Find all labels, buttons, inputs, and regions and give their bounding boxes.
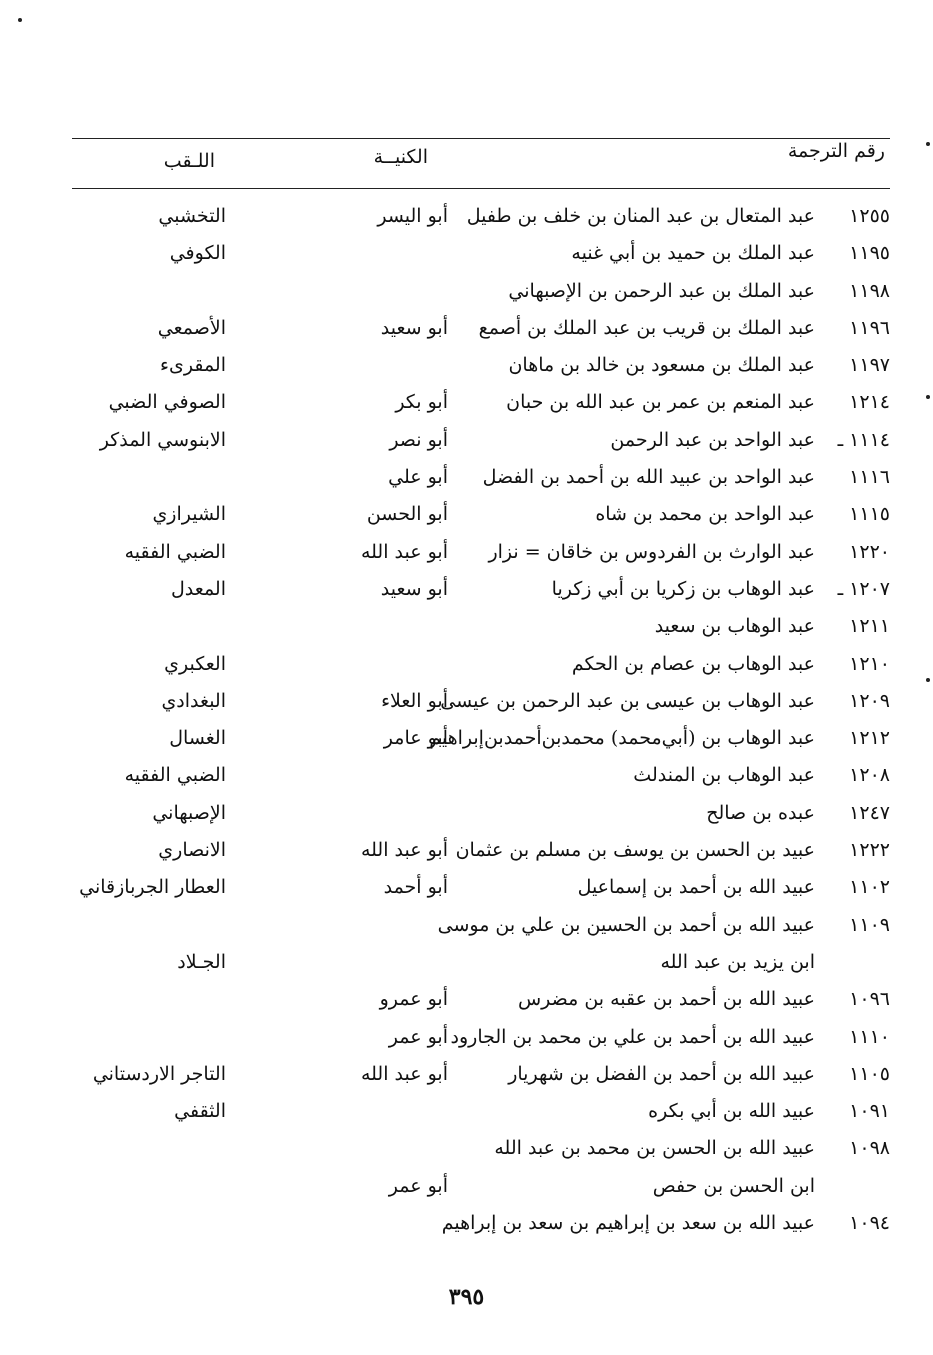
entry-name: عبد الملك بن حميد بن أبي غنيه — [571, 242, 815, 265]
entry-name: عبيد الله بن سعد بن إبراهيم بن سعد بن إبراهيم — [441, 1212, 815, 1235]
entry-row — [0, 764, 933, 801]
entry-number: ١٢٢٠ — [849, 540, 890, 563]
entry-laqab: الثقفي — [174, 1100, 226, 1123]
entry-kunya: أبو عمرو — [379, 988, 448, 1011]
entry-number: ١٢٢٢ — [849, 839, 890, 862]
entry-row — [0, 317, 933, 354]
entry-row — [0, 205, 933, 242]
entry-name: ابن الحسن بن حفص — [652, 1174, 815, 1197]
margin-mark — [926, 142, 930, 146]
entry-number: ١٠٩٦ — [849, 988, 890, 1011]
entry-row — [0, 839, 933, 876]
entry-laqab: الجـلاد — [177, 950, 226, 973]
entry-kunya: أبو اليسر — [377, 205, 448, 227]
entry-row — [0, 466, 933, 503]
entry-row — [0, 802, 933, 839]
entry-number: ١١٠٢ — [849, 876, 890, 899]
entry-number: ١١١٥ — [849, 503, 890, 526]
header-number-label: رقم الترجمة — [787, 140, 885, 162]
entry-number: ١٠٩١ — [849, 1100, 890, 1123]
entry-number: ١٢٠٧ ـ — [837, 577, 890, 600]
entry-row — [0, 1063, 933, 1100]
header-laqab-label: اللـقب — [163, 150, 215, 172]
entry-row — [0, 242, 933, 279]
entry-number: ١١١٤ ـ — [837, 428, 890, 451]
entry-name: عبد الواحد بن عبد الرحمن — [610, 428, 815, 451]
entry-row — [0, 578, 933, 615]
entry-name: عبيد بن الحسن بن يوسف بن مسلم بن عثمان — [455, 839, 815, 862]
entry-number: ١٢٠٨ — [849, 764, 890, 787]
entry-number: ١١٠٩ — [849, 913, 890, 936]
entry-laqab: العكبري — [164, 652, 226, 675]
entry-kunya: أبو العلاء — [381, 689, 448, 712]
entry-kunya: أبو عمر — [388, 1025, 448, 1048]
entry-row — [0, 615, 933, 652]
entry-name: عبيد الله بن أحمد بن الحسين بن علي بن موسى — [437, 913, 815, 936]
entry-laqab: البغدادي — [161, 689, 226, 712]
entry-row — [0, 727, 933, 764]
entry-laqab: الكوفي — [169, 242, 226, 265]
entry-number: ١٢١٠ — [849, 652, 890, 675]
entry-name: عبد الواحد بن عبيد الله بن أحمد بن الفضل — [482, 466, 815, 489]
entry-number: ١٢١١ — [849, 615, 890, 638]
entry-name: عبده بن صالح — [706, 801, 815, 824]
entry-row — [0, 988, 933, 1025]
entry-kunya: أبو عمر — [388, 1174, 448, 1197]
entry-number: ١٢١٤ — [849, 391, 890, 414]
entry-name: عبد الوهاب بن عيسى بن عبد الرحمن بن عيسى — [440, 689, 815, 712]
entry-name: عبد الواحد بن محمد بن شاه — [595, 503, 815, 526]
entry-name: عبد الوهاب بن عصام بن الحكم — [571, 652, 815, 675]
entry-kunya: أبو عبد الله — [360, 1062, 448, 1085]
header-kunya-label: الكنيــة — [373, 146, 428, 168]
entry-number: ١١٩٧ — [849, 354, 890, 377]
entry-kunya: أبو عبد الله — [360, 839, 448, 862]
entry-name: عبيد الله بن أحمد بن عقبه بن مضرس — [517, 988, 815, 1011]
entry-kunya: أبو سعيد — [380, 577, 448, 600]
entry-laqab: التخشبي — [158, 205, 226, 227]
entry-kunya: أبو علي — [388, 466, 448, 489]
entry-name: عبد الوهاب بن المندلث — [633, 764, 815, 787]
entry-row — [0, 280, 933, 317]
entry-kunya: أبو بكر — [395, 391, 448, 414]
entry-kunya: أبو الحسن — [366, 503, 448, 526]
entry-row — [0, 1175, 933, 1212]
entry-name: عبد الوارث بن الفردوس بن خاقان = نزار — [488, 540, 815, 563]
entry-name: عبد الملك بن قريب بن عبد الملك بن أصمع — [478, 316, 815, 339]
entry-number: ١١٠٥ — [849, 1062, 890, 1085]
entry-laqab: المعدل — [171, 577, 226, 600]
entry-number: ١١٩٨ — [849, 279, 890, 302]
entry-row — [0, 1212, 933, 1249]
entries-list — [0, 205, 933, 1249]
entry-laqab: الغسال — [169, 727, 226, 750]
entry-laqab: العطار الجربازقاني — [79, 876, 226, 899]
entry-laqab: الإصبهاني — [152, 801, 226, 824]
entry-laqab: المقرىء — [160, 354, 226, 377]
entry-kunya: أبو عامر — [383, 727, 448, 750]
entry-laqab: الانصاري — [158, 839, 226, 862]
entry-row — [0, 690, 933, 727]
entry-name: عبد الوهاب بن (أبي‌محمد) محمدبن‌أحمدبن‌إبراهيم — [429, 727, 815, 750]
entry-laqab: الصوفي الضبي — [108, 391, 226, 414]
entry-laqab: الابنوسي المذكر — [99, 428, 226, 451]
entry-kunya: أبو سعيد — [380, 316, 448, 339]
entry-kunya: أبو نصر — [389, 428, 448, 451]
entry-kunya: أبو أحمد — [383, 876, 448, 899]
entry-row — [0, 914, 933, 951]
entry-name: عبد الملك بن مسعود بن خالد بن ماهان — [508, 354, 815, 377]
header-top-rule — [72, 138, 890, 139]
entry-number: ١٢٥٥ — [849, 205, 890, 227]
entry-row — [0, 1100, 933, 1137]
header-bottom-rule — [72, 188, 890, 189]
entry-name: عبيد الله بن أحمد بن إسماعيل — [577, 876, 815, 899]
entry-name: عبيد الله بن أبي بكره — [648, 1100, 815, 1123]
entry-name: ابن يزيد بن عبد الله — [660, 950, 815, 973]
entry-laqab: الشيرازي — [152, 503, 226, 526]
entry-name: عبد المنعم بن عمر بن عبد الله بن حبان — [506, 391, 815, 414]
entry-name: عبد الوهاب بن زكريا بن أبي زكريا — [551, 577, 815, 600]
entry-name: عبيد الله بن أحمد بن علي بن محمد بن الجارود — [450, 1025, 815, 1048]
entry-name: عبد المتعال بن عبد المنان بن خلف بن طفيل — [466, 205, 815, 227]
entry-name: عبد الملك بن عبد الرحمن بن الإصبهاني — [508, 279, 815, 302]
entry-number: ١١١٠ — [849, 1025, 890, 1048]
entry-number: ١٠٩٤ — [849, 1212, 890, 1235]
entry-number: ١٢٤٧ — [849, 801, 890, 824]
entry-number: ١٢٠٩ — [849, 689, 890, 712]
entry-laqab: الأصمعي — [157, 316, 226, 339]
entry-row — [0, 354, 933, 391]
entry-row — [0, 429, 933, 466]
entry-row — [0, 391, 933, 428]
entry-row — [0, 503, 933, 540]
page-number: ٣٩٥ — [448, 1284, 485, 1310]
margin-mark — [18, 18, 22, 22]
entry-row — [0, 1137, 933, 1174]
entry-name: عبيد الله بن أحمد بن الفضل بن شهريار — [508, 1062, 815, 1085]
entry-laqab: الضبي الفقيه — [124, 540, 226, 563]
entry-row — [0, 951, 933, 988]
entry-row — [0, 876, 933, 913]
entry-kunya: أبو عبد الله — [360, 540, 448, 563]
entry-row — [0, 653, 933, 690]
entry-row — [0, 541, 933, 578]
entry-number: ١٠٩٨ — [849, 1137, 890, 1160]
entry-name: عبيد الله بن الحسن بن محمد بن عبد الله — [494, 1137, 815, 1160]
entry-laqab: التاجر الاردستاني — [92, 1062, 226, 1085]
entry-number: ١٢١٢ — [849, 727, 890, 750]
entry-number: ١١٩٦ — [849, 316, 890, 339]
entry-number: ١١١٦ — [849, 466, 890, 489]
entry-laqab: الضبي الفقيه — [124, 764, 226, 787]
entry-number: ١١٩٥ — [849, 242, 890, 265]
entry-name: عبد الوهاب بن سعيد — [654, 615, 815, 638]
entry-row — [0, 1026, 933, 1063]
